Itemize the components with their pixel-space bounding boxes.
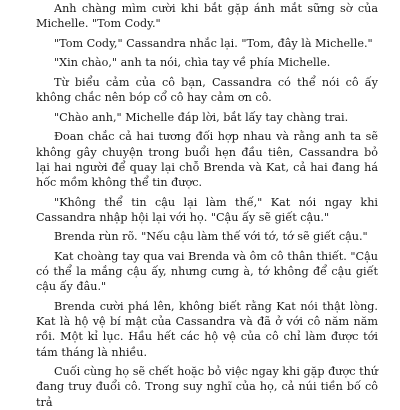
paragraph-1: Anh chàng mìm cười khi bắt gặp ánh mắt sững sờ của Michelle. "Tom Cody." <box>36 2 378 31</box>
paragraph-4: Từ biểu cảm của cô bạn, Cassandra có thể nói cô ấy không chắc nên bóp cổ cô hay cảm ơn cô. <box>36 75 378 105</box>
paragraph-3: "Xin chào," anh ta nói, chìa tay về phía Michelle. <box>54 56 331 70</box>
paragraph-9: Kat choàng tay qua vai Brenda và ôm cô thân thiết. "Cậu có thể la mắng cậu ấy, nhưng cưng à, tớ không để cậu giết cậu ấy đâu." <box>36 249 378 294</box>
paragraph-8: Brenda rùn rõ. "Nếu cậu làm thế với tớ, tớ sẽ giết cậu." <box>54 230 368 244</box>
paragraph-6: Đoan chắc cả hai tương đối hợp nhau và rằng anh ta sẽ không gây chuyện trong buổi hẹn đầu tiên, Cassandra bỏ lại hai người để quay lại chỗ Brenda và Kat, cả hai đang há hốc mồm không thể tin được. <box>36 130 378 189</box>
paragraph-10: Brenda cười phá lên, không biết rằng Kat nói thật lòng. Kat là hộ vệ bí mật của Cassandra và đã ở với cô năm năm rồi. Một kỉ lục. Hầu hết các hộ vệ của cô chỉ làm được tới tám tháng là nhiều. <box>36 299 378 359</box>
paragraph-11: Cuối cùng họ sẽ chết hoặc bỏ việc ngay khi gặp được thứ đang truy đuổi cô. Trong suy nghĩ của họ, cả núi tiền bố cô trả <box>36 365 378 409</box>
paragraph-5: "Chào anh," Michelle đáp lời, bắt lấy tay chàng trai. <box>54 110 349 124</box>
book-page <box>0 1 400 409</box>
paragraph-7: "Không thể tin cậu lại làm thế," Kat nói ngay khi Cassandra nhập hội lại với họ. "Cậu ấy sẽ giết cậu." <box>36 195 378 224</box>
paragraph-2: "Tom Cody," Cassandra nhắc lại. "Tom, đây là Michelle." <box>54 36 373 50</box>
